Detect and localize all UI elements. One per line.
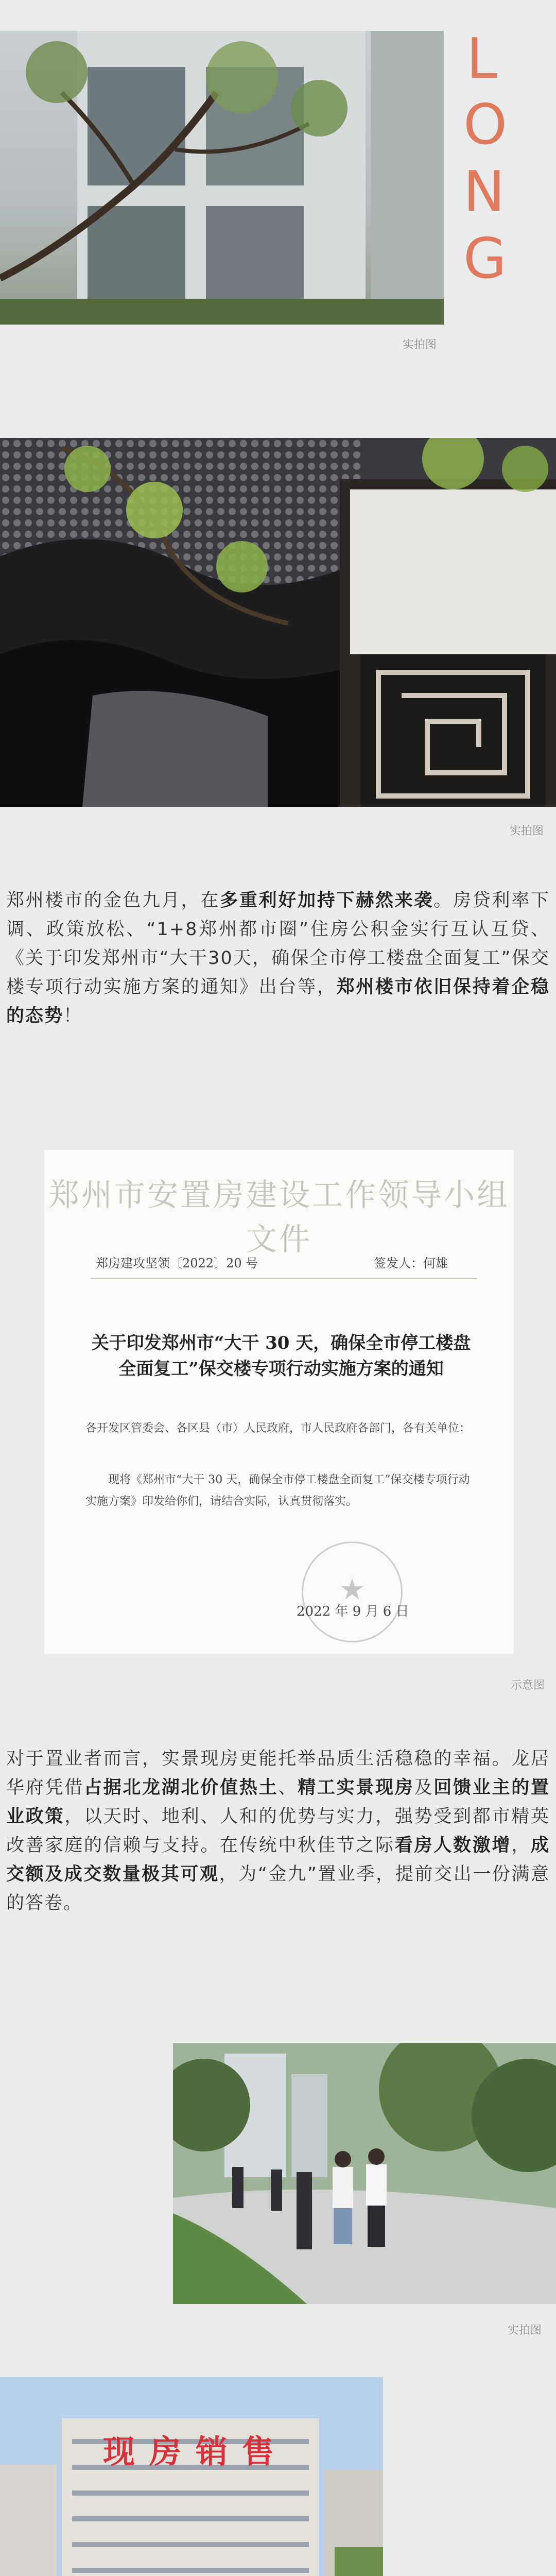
document-number: 郑房建攻坚领〔2022〕20 号 xyxy=(96,1256,258,1270)
document-divider xyxy=(91,1278,477,1279)
photo-building-tree xyxy=(0,31,444,325)
long-letter-o: O xyxy=(463,93,508,157)
document-body: 现将《郑州市“大干 30 天，确保全市停工楼盘全面复工”保交楼专项行动实施方案》印发给你们，请结合实际，认真贯彻落实。 xyxy=(85,1473,470,1508)
para2-text-1: 对于置业者而言，实景现房更能托举品质生活稳稳的幸福。龙居华府凭借 xyxy=(6,1749,550,1798)
para1-text-2: 。房贷利率下调、政策放松、“1+8郑州都市圈”住房公积金实行互认互贷、《关于印发郑州市“大干30天，确保全市停工楼盘全面复工”保交楼专项行动实施方案的通知》出台等， xyxy=(6,890,550,997)
para1-text-1: 郑州楼市的金色九月，在 xyxy=(6,890,220,911)
para2-bold-3: 回馈业主的置业政策 xyxy=(6,1777,550,1827)
visitors-walking-illustration xyxy=(173,2043,556,2304)
photo-sales-building xyxy=(0,2377,383,2576)
long-letter-l: L xyxy=(466,27,498,91)
caption-photo-3: 实拍图 xyxy=(508,2324,542,2337)
para2-text-3: 及 xyxy=(414,1777,434,1798)
document-recipients: 各开发区管委会、各区县（市）人民政府，市人民政府各部门，各有关单位： xyxy=(85,1422,471,1435)
para2-bold-2: 精工实景现房 xyxy=(298,1777,414,1798)
sales-building-illustration xyxy=(0,2377,383,2576)
caption-photo-1: 实拍图 xyxy=(403,338,437,351)
caption-photo-2: 实拍图 xyxy=(510,825,544,838)
para1-bold-1: 多重利好加持下赫然来袭 xyxy=(220,890,434,911)
sales-sign: 现房销售 xyxy=(102,2433,288,2470)
project-paragraph xyxy=(6,1744,550,1918)
official-seal xyxy=(302,1541,403,1642)
seal-star-icon: ★ xyxy=(339,1573,366,1606)
caption-document: 示意图 xyxy=(511,1679,545,1692)
document-header: 郑州市安置房建设工作领导小组文件 xyxy=(48,1177,510,1258)
building-tree-illustration xyxy=(0,31,444,325)
para2-text-2: 、 xyxy=(278,1777,298,1798)
intro-paragraph xyxy=(6,886,550,1030)
photo-visitors-walking xyxy=(173,2043,556,2304)
decorative-wall-illustration xyxy=(0,438,556,807)
document-title: 关于印发郑州市“大干 30 天，确保全市停工楼盘全面复工”保交楼专项行动实施方案的通知 xyxy=(91,1333,471,1379)
para1-bold-2: 郑州楼市依旧保持着企稳的态势 xyxy=(6,977,550,1026)
para2-text-6: ，为“金九”置业季，提前交出一份满意的答卷。 xyxy=(6,1864,550,1913)
para1-text-3: ！ xyxy=(63,1006,83,1026)
long-letter-n: N xyxy=(463,160,505,224)
policy-document-image xyxy=(44,1150,514,1654)
para2-bold-1: 占据北龙湖北价值热土 xyxy=(83,1777,279,1798)
photo-decorative-wall xyxy=(0,438,556,807)
document-signer: 签发人：何雄 xyxy=(374,1256,448,1270)
long-letter-g: G xyxy=(463,227,507,291)
para2-text-5: ， xyxy=(511,1835,531,1856)
para2-text-4: ，以天时、地利、人和的优势与实力，强势受到都市精英改善家庭的信赖与支持。在传统中秋佳节之际 xyxy=(6,1806,550,1856)
para2-bold-5: 成交额及成交数量极其可观 xyxy=(6,1835,550,1885)
document-date: 2022 年 9 月 6 日 xyxy=(297,1604,409,1619)
para2-bold-4: 看房人数激增 xyxy=(394,1835,512,1856)
